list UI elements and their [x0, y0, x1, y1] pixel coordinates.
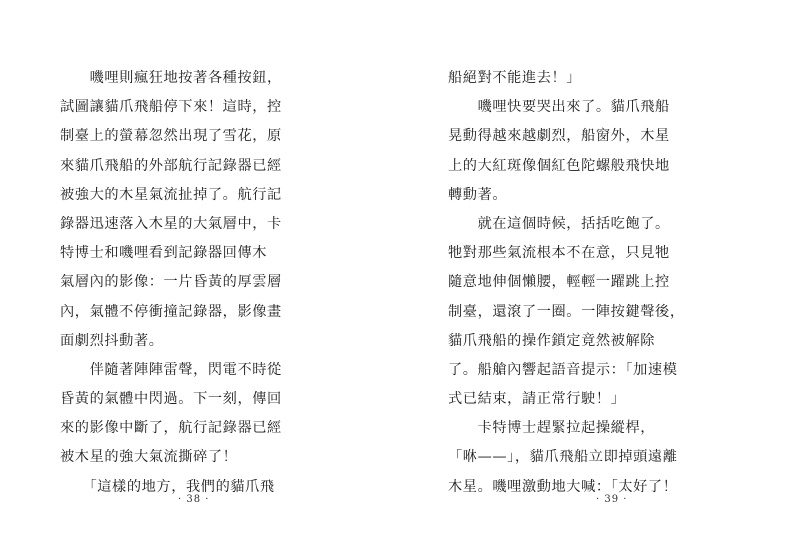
text-line: 伴隨著陣陣雷聲，閃電不時從 — [60, 361, 282, 378]
right-page — [400, 0, 800, 542]
text-line: 昏黃的氣體中閃過。下一刻，傳回 — [60, 391, 282, 408]
text-line: 卡特博士趕緊拉起操縱桿， — [448, 420, 656, 437]
text-line: 貓爪飛船的操作鎖定竟然被解除 — [448, 332, 656, 349]
text-line: 了。船艙內響起語音提示：「加速模 — [448, 361, 678, 378]
text-line: 氣層內的影像：一片昏黃的厚雲層 — [60, 274, 282, 291]
text-line: 來貓爪飛船的外部航行記錄器已經 — [60, 157, 282, 174]
text-line: 制臺，還滾了一圈。一陣按鍵聲後， — [448, 303, 685, 320]
text-line: 來的影像中斷了，航行記錄器已經 — [60, 420, 282, 437]
text-line: 就在這個時候，括括吃飽了。 — [448, 215, 670, 232]
text-line: 牠對那些氣流根本不在意，只見牠 — [448, 245, 670, 262]
text-line: 上的大紅斑像個紅色陀螺般飛快地 — [448, 157, 670, 174]
text-line: 嘰哩快要哭出來了。貓爪飛船 — [448, 99, 670, 116]
text-line: 隨意地伸個懶腰，輕輕一躍跳上控 — [448, 274, 670, 291]
text-line: 被木星的強大氣流撕碎了！ — [60, 449, 238, 466]
text-line: 內，氣體不停衝撞記錄器，影像畫 — [60, 303, 282, 320]
text-line: 被強大的木星氣流扯掉了。航行記 — [60, 186, 282, 203]
text-line: 制臺上的螢幕忽然出現了雪花，原 — [60, 128, 282, 145]
text-line: 船絕對不能進去！」 — [448, 70, 582, 86]
text-line: 嘰哩則瘋狂地按著各種按鈕， — [60, 70, 282, 86]
text-line: 面劇烈抖動著。 — [60, 332, 164, 349]
text-line: 木星。嘰哩激動地大喊：「太好了！ — [448, 478, 678, 495]
text-line: 「咻——」，貓爪飛船立即掉頭遠離 — [448, 449, 678, 466]
text-line: 晃動得越來越劇烈，船窗外，木星 — [448, 128, 670, 145]
text-line: 式已結束，請正常行駛！」 — [448, 391, 626, 408]
page-number-left: · 38 · — [178, 494, 210, 505]
right-page-text — [448, 64, 748, 502]
text-line: 特博士和嘰哩看到記錄器回傳木 — [60, 245, 268, 262]
text-line: 試圖讓貓爪飛船停下來！這時，控 — [60, 99, 282, 116]
left-page-text — [60, 64, 360, 502]
text-line: 轉動著。 — [448, 186, 508, 203]
text-line: 錄器迅速落入木星的大氣層中，卡 — [60, 215, 282, 232]
page-number-right: · 39 · — [596, 494, 628, 505]
text-line: 「這樣的地方，我們的貓爪飛 — [60, 478, 275, 495]
